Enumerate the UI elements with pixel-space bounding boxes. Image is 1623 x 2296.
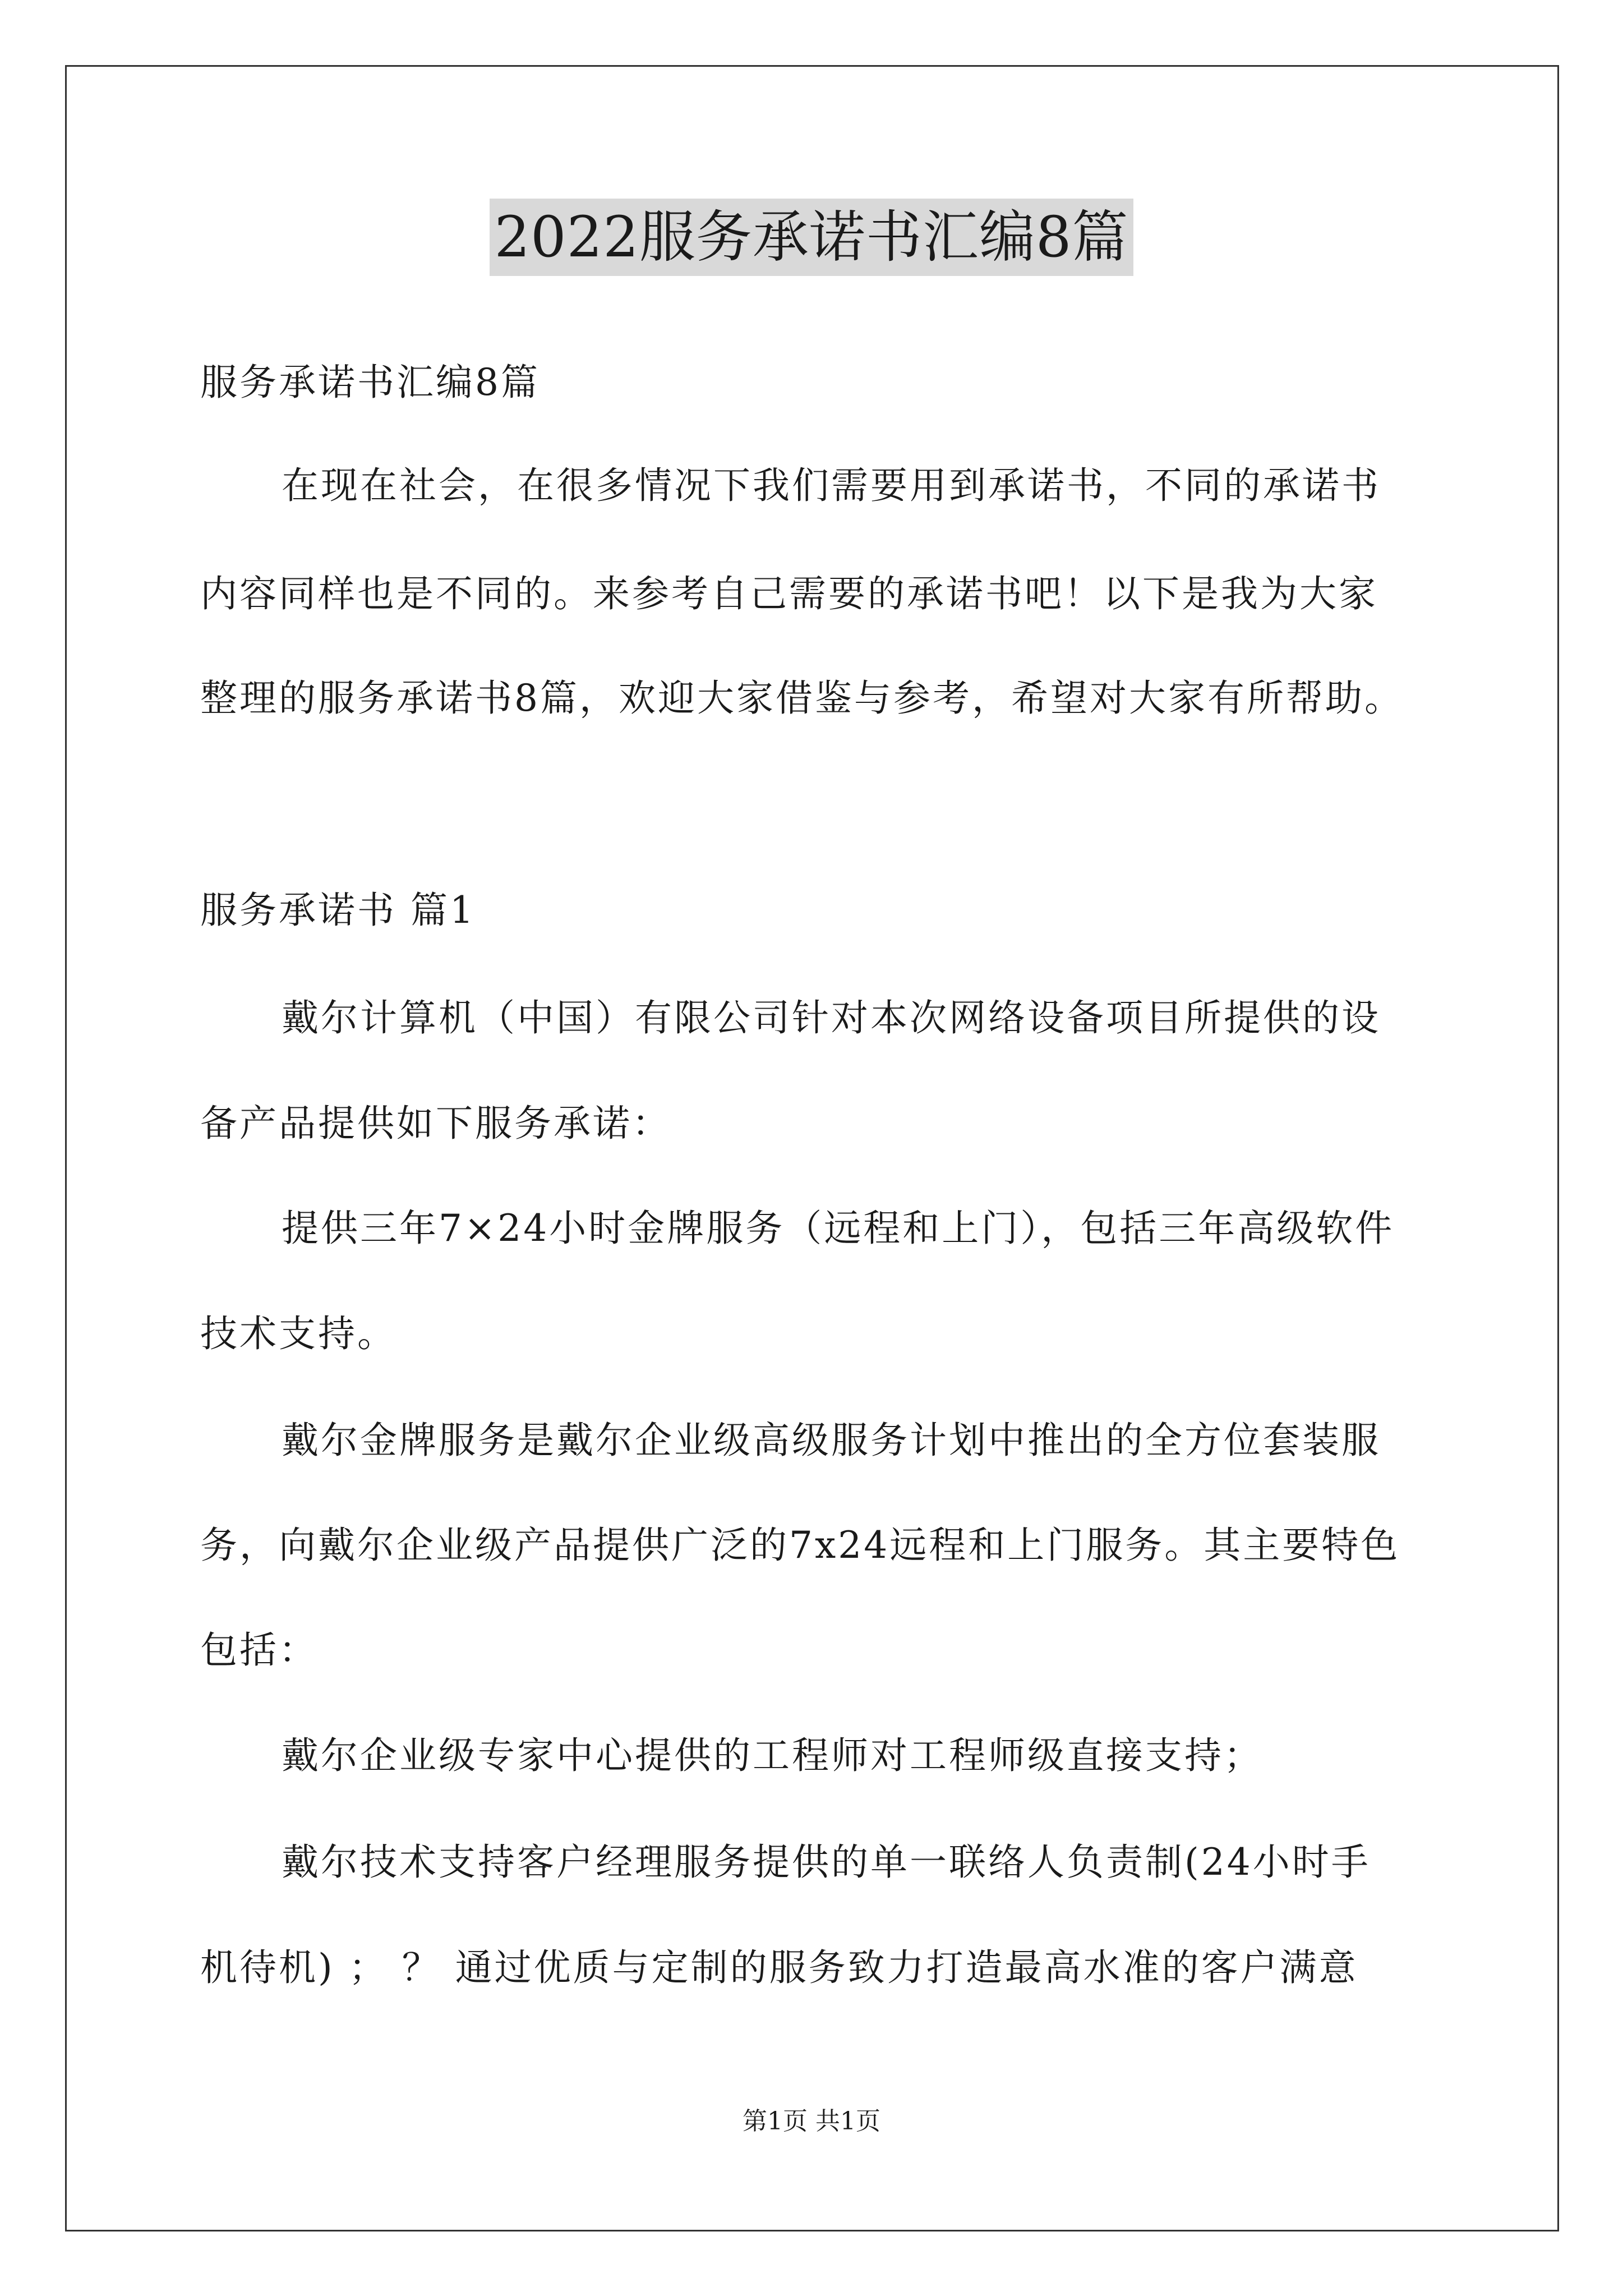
paragraph-line: 戴尔金牌服务是戴尔企业级高级服务计划中推出的全方位套装服 [282, 1419, 1381, 1462]
paragraph-line: 戴尔技术支持客户经理服务提供的单一联络人负责制(24小时手 [282, 1841, 1371, 1884]
paragraph-line: 内容同样也是不同的。来参考自己需要的承诺书吧！以下是我为大家 [200, 572, 1378, 615]
paragraph-line: 戴尔企业级专家中心提供的工程师对工程师级直接支持； [282, 1734, 1263, 1777]
paragraph-line: 包括： [200, 1628, 318, 1672]
subtitle: 服务承诺书汇编8篇 [200, 361, 540, 404]
paragraph-line: 在现在社会，在很多情况下我们需要用到承诺书，不同的承诺书 [282, 464, 1381, 507]
paragraph-line: 务，向戴尔企业级产品提供广泛的7x24远程和上门服务。其主要特色 [200, 1524, 1400, 1567]
section-heading: 服务承诺书 篇1 [200, 889, 476, 932]
paragraph-line: 机待机) ； ？ 通过优质与定制的服务致力打造最高水准的客户满意 [200, 1946, 1358, 1989]
paragraph-line: 技术支持。 [200, 1312, 396, 1355]
page-footer: 第1页 共1页 [743, 2107, 880, 2136]
paragraph-line: 提供三年7×24小时金牌服务（远程和上门），包括三年高级软件 [282, 1207, 1395, 1250]
paragraph-line: 整理的服务承诺书8篇，欢迎大家借鉴与参考，希望对大家有所帮助。 [200, 677, 1404, 720]
paragraph-line: 备产品提供如下服务承诺： [200, 1102, 671, 1145]
title-container [0, 199, 1623, 276]
document-title: 2022服务承诺书汇编8篇 [490, 199, 1133, 276]
paragraph-line: 戴尔计算机（中国）有限公司针对本次网络设备项目所提供的设 [282, 996, 1381, 1039]
